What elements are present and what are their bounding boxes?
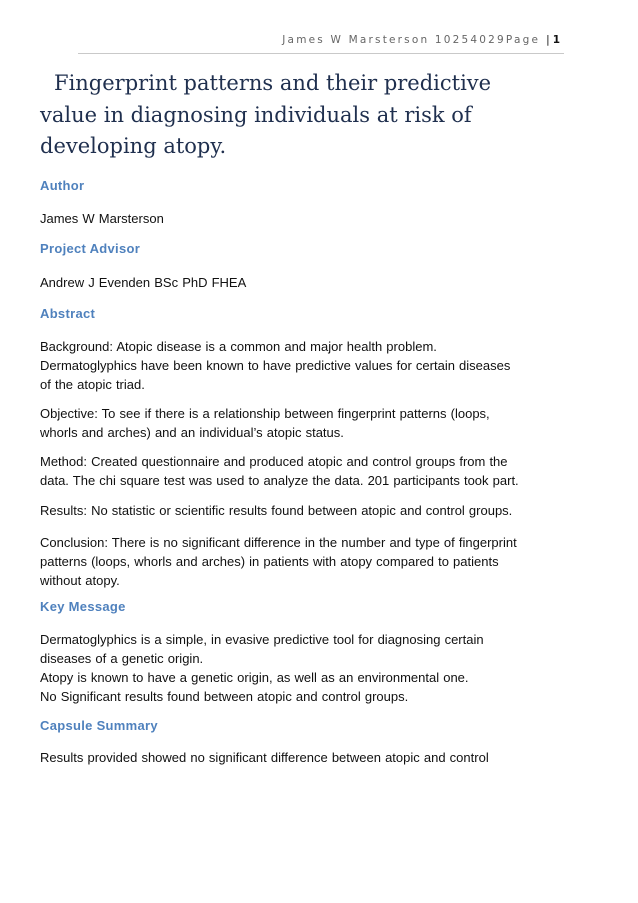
document-title: Fingerprint patterns and their predictive value in diagnosing individuals at risk of developing atopy. (40, 71, 492, 158)
advisor-heading: Project Advisor (40, 241, 141, 256)
key-message-line-3: No Significant results found between atopic and control groups. (40, 689, 409, 704)
page-number: 1 (552, 34, 560, 46)
running-head-text: James W Marsterson 10254029Page (282, 34, 541, 46)
author-name: James W Marsterson (40, 211, 164, 226)
abstract-heading: Abstract (40, 306, 96, 321)
author-heading: Author (40, 178, 85, 193)
abstract-background: Background: Atopic disease is a common and major health problem. Dermatoglyphics have been known to have predictive values for certain diseases of the atopic triad. (40, 339, 511, 392)
running-header (282, 34, 560, 46)
capsule-summary-text: Results provided showed no significant difference between atopic and control (40, 750, 489, 765)
header-divider: | (546, 34, 550, 46)
key-message-line-2: Atopy is known to have a genetic origin, as well as an environmental one. (40, 670, 469, 685)
key-message-line-1: Dermatoglyphics is a simple, in evasive predictive tool for diagnosing certain diseases of a genetic origin. (40, 632, 484, 666)
capsule-summary-heading: Capsule Summary (40, 718, 158, 733)
key-message-heading: Key Message (40, 599, 126, 614)
advisor-name: Andrew J Evenden BSc PhD FHEA (40, 275, 247, 290)
abstract-method: Method: Created questionnaire and produced atopic and control groups from the data. The chi square test was used to analyze the data. 201 participants took part. (40, 454, 519, 488)
header-rule (78, 53, 564, 54)
abstract-objective: Objective: To see if there is a relationship between fingerprint patterns (loops, whorls and arches) and an individual’s atopic status. (40, 406, 490, 440)
abstract-conclusion: Conclusion: There is no significant difference in the number and type of fingerprint patterns (loops, whorls and arches) in patients with atopy compared to patients without atopy. (40, 535, 517, 588)
abstract-results: Results: No statistic or scientific results found between atopic and control groups. (40, 503, 513, 518)
